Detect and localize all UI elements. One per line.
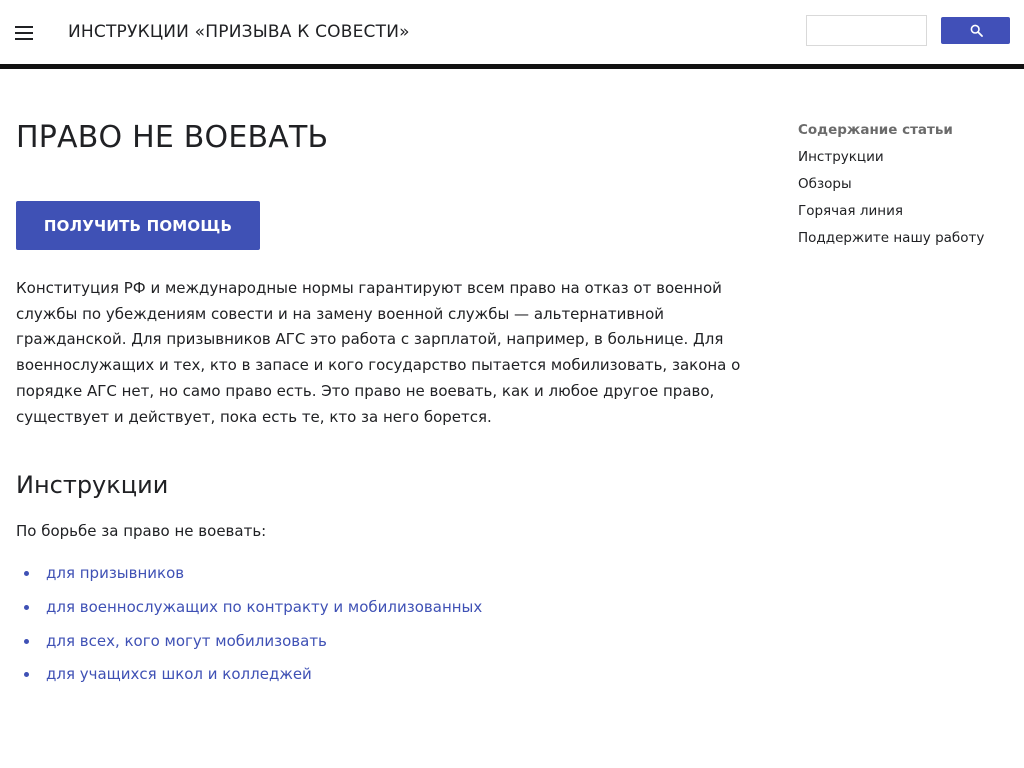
toc-item-hotline[interactable]: Горячая линия	[798, 203, 903, 219]
toc-item-reviews[interactable]: Обзоры	[798, 176, 852, 192]
menu-icon-bar	[15, 26, 33, 28]
link-mobilizable[interactable]: для всех, кого могут мобилизовать	[46, 631, 327, 650]
list-item	[24, 631, 744, 665]
menu-icon[interactable]	[14, 22, 34, 42]
top-app-bar	[0, 0, 1024, 64]
link-contract-soldiers[interactable]: для военнослужащих по контракту и мобилизованных	[46, 597, 483, 616]
get-help-button[interactable]: ПОЛУЧИТЬ ПОМОЩЬ	[16, 201, 260, 250]
toc-title: Содержание статьи	[798, 122, 953, 138]
search-button[interactable]	[941, 17, 1010, 44]
page-title: ПРАВО НЕ ВОЕВАТЬ	[16, 120, 329, 155]
link-students[interactable]: для учащихся школ и колледжей	[46, 665, 312, 684]
menu-icon-bar	[15, 32, 33, 34]
search-icon	[970, 24, 983, 37]
section-title-instructions: Инструкции	[16, 471, 169, 499]
table-of-contents	[798, 122, 1018, 257]
section-lead: По борьбе за право не воевать:	[16, 522, 267, 540]
header-divider	[0, 64, 1024, 69]
search-input[interactable]	[806, 15, 927, 46]
site-title-link[interactable]: ИНСТРУКЦИИ «ПРИЗЫВА К СОВЕСТИ»	[68, 22, 410, 42]
link-conscripts[interactable]: для призывников	[46, 564, 185, 582]
instructions-list	[24, 563, 744, 698]
menu-icon-bar	[15, 38, 33, 40]
intro-paragraph: Конституция РФ и международные нормы гарантируют всем право на отказ от военной службы по убеждениям совести и на замену военной службы — альтернативной гражданской. Для призывников АГС это работа с зарплатой, например, в больнице. Для военнослужащих и тех, кто в запасе и кого государство пытается мобилизовать, закона о порядке АГС нет, но само право есть. Это право не воевать, как и любое другое право, существует и действует, пока есть те, кто за него борется.	[16, 279, 741, 426]
toc-item-support[interactable]: Поддержите нашу работу	[798, 230, 985, 246]
list-item	[24, 597, 744, 631]
list-item	[24, 563, 744, 597]
list-item	[24, 664, 744, 698]
toc-item-instructions[interactable]: Инструкции	[798, 149, 884, 165]
